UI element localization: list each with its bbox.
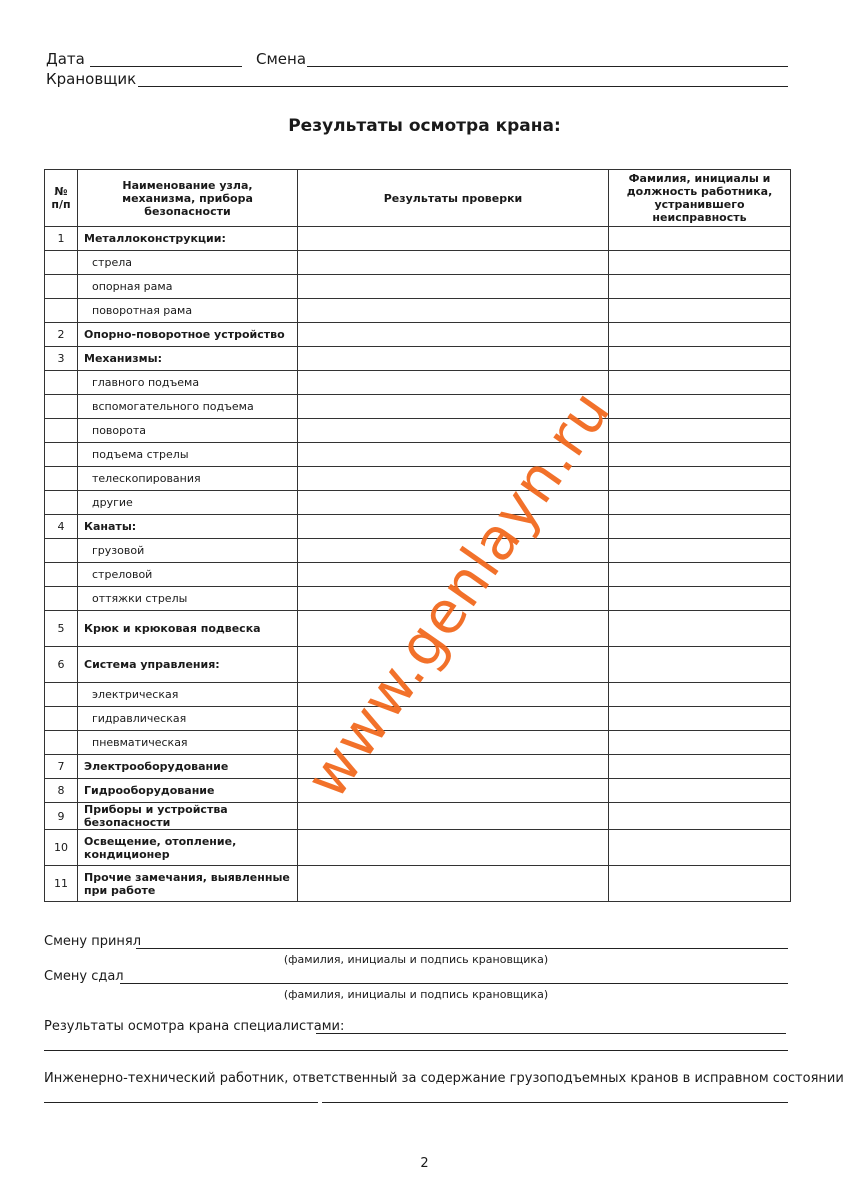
table-header-row (45, 170, 791, 227)
row-number (45, 563, 78, 587)
row-result-cell[interactable] (298, 347, 609, 371)
row-item-name: Гидрооборудование (78, 779, 298, 803)
table-row (45, 515, 791, 539)
col-result-header: Результаты проверки (298, 170, 609, 227)
row-number: 8 (45, 779, 78, 803)
row-worker-cell[interactable] (609, 467, 791, 491)
table-row (45, 731, 791, 755)
col-worker-header: Фамилия, инициалы и должность работника, устранившего неисправность (609, 170, 791, 227)
row-result-cell[interactable] (298, 755, 609, 779)
row-item-name: другие (78, 491, 298, 515)
table-row (45, 227, 791, 251)
row-worker-cell[interactable] (609, 323, 791, 347)
row-number: 6 (45, 647, 78, 683)
engineer-label: Инженерно-технический работник, ответственный за содержание грузоподъемных кранов в исправном состоянии (44, 1071, 844, 1086)
row-number (45, 371, 78, 395)
row-number (45, 251, 78, 275)
accepted-signature-field[interactable] (136, 948, 788, 949)
row-worker-cell[interactable] (609, 227, 791, 251)
page-title: Результаты осмотра крана: (288, 116, 561, 136)
row-number (45, 491, 78, 515)
table-row (45, 371, 791, 395)
specialists-label: Результаты осмотра крана специалистами: (44, 1019, 345, 1034)
table-row (45, 587, 791, 611)
table-row (45, 347, 791, 371)
row-worker-cell[interactable] (609, 707, 791, 731)
row-item-name: поворотная рама (78, 299, 298, 323)
table-row (45, 803, 791, 830)
specialists-field-line2[interactable] (44, 1050, 788, 1051)
row-number (45, 731, 78, 755)
row-item-name: оттяжки стрелы (78, 587, 298, 611)
row-worker-cell[interactable] (609, 491, 791, 515)
row-number: 3 (45, 347, 78, 371)
row-worker-cell[interactable] (609, 443, 791, 467)
row-result-cell[interactable] (298, 587, 609, 611)
date-label: Дата (46, 50, 85, 68)
row-result-cell[interactable] (298, 866, 609, 902)
row-number (45, 275, 78, 299)
row-result-cell[interactable] (298, 731, 609, 755)
row-worker-cell[interactable] (609, 347, 791, 371)
row-number (45, 467, 78, 491)
watermark: www.genlayn.ru (292, 377, 624, 811)
row-number: 1 (45, 227, 78, 251)
row-number (45, 299, 78, 323)
operator-field[interactable] (138, 86, 788, 87)
handed-hint: (фамилия, инициалы и подпись крановщика) (283, 988, 549, 1001)
page-number: 2 (420, 1156, 429, 1171)
row-item-name: стреловой (78, 563, 298, 587)
row-number (45, 395, 78, 419)
row-result-cell[interactable] (298, 803, 609, 830)
row-worker-cell[interactable] (609, 803, 791, 830)
table-row (45, 707, 791, 731)
row-result-cell[interactable] (298, 563, 609, 587)
table-row (45, 467, 791, 491)
row-worker-cell[interactable] (609, 251, 791, 275)
row-item-name: главного подъема (78, 371, 298, 395)
row-result-cell[interactable] (298, 323, 609, 347)
row-result-cell[interactable] (298, 683, 609, 707)
table-row (45, 419, 791, 443)
row-item-name: Система управления: (78, 647, 298, 683)
row-worker-cell[interactable] (609, 755, 791, 779)
row-result-cell[interactable] (298, 779, 609, 803)
row-result-cell[interactable] (298, 707, 609, 731)
row-result-cell[interactable] (298, 539, 609, 563)
table-row (45, 755, 791, 779)
accepted-hint: (фамилия, инициалы и подпись крановщика) (283, 953, 549, 966)
row-result-cell[interactable] (298, 371, 609, 395)
row-number: 2 (45, 323, 78, 347)
row-number: 5 (45, 611, 78, 647)
operator-label: Крановщик (46, 70, 137, 88)
table-row (45, 491, 791, 515)
row-worker-cell[interactable] (609, 830, 791, 866)
row-worker-cell[interactable] (609, 515, 791, 539)
col-name-header: Наименование узла, механизма, прибора безопасности (78, 170, 298, 227)
row-result-cell[interactable] (298, 299, 609, 323)
row-worker-cell[interactable] (609, 779, 791, 803)
row-item-name: вспомогательного подъема (78, 395, 298, 419)
row-item-name: Опорно-поворотное устройство (78, 323, 298, 347)
row-worker-cell[interactable] (609, 419, 791, 443)
table-row (45, 299, 791, 323)
table-row (45, 443, 791, 467)
row-item-name: Приборы и устройства безопасности (78, 803, 298, 830)
engineer-name-field[interactable] (44, 1102, 318, 1103)
row-item-name: пневматическая (78, 731, 298, 755)
row-result-cell[interactable] (298, 251, 609, 275)
row-worker-cell[interactable] (609, 539, 791, 563)
row-item-name: Механизмы: (78, 347, 298, 371)
row-item-name: Крюк и крюковая подвеска (78, 611, 298, 647)
table-row (45, 779, 791, 803)
table-row (45, 395, 791, 419)
row-item-name: электрическая (78, 683, 298, 707)
row-result-cell[interactable] (298, 227, 609, 251)
row-number: 7 (45, 755, 78, 779)
row-number (45, 443, 78, 467)
accepted-label: Смену принял (44, 934, 142, 949)
inspection-table (44, 169, 791, 902)
shift-field[interactable] (307, 66, 788, 67)
row-item-name: стрела (78, 251, 298, 275)
table-row (45, 683, 791, 707)
row-item-name: Прочие замечания, выявленные при работе (78, 866, 298, 902)
table-row (45, 563, 791, 587)
row-number (45, 683, 78, 707)
row-worker-cell[interactable] (609, 395, 791, 419)
row-item-name: поворота (78, 419, 298, 443)
row-result-cell[interactable] (298, 515, 609, 539)
row-item-name: подъема стрелы (78, 443, 298, 467)
row-item-name: телескопирования (78, 467, 298, 491)
specialists-field[interactable] (316, 1033, 786, 1034)
row-number (45, 539, 78, 563)
date-field[interactable] (90, 66, 242, 67)
row-number: 9 (45, 803, 78, 830)
row-result-cell[interactable] (298, 419, 609, 443)
row-item-name: опорная рама (78, 275, 298, 299)
table-row (45, 323, 791, 347)
row-result-cell[interactable] (298, 443, 609, 467)
row-worker-cell[interactable] (609, 866, 791, 902)
row-worker-cell[interactable] (609, 299, 791, 323)
engineer-signature-field[interactable] (322, 1102, 788, 1103)
row-number (45, 707, 78, 731)
table-row (45, 866, 791, 902)
row-result-cell[interactable] (298, 647, 609, 683)
row-worker-cell[interactable] (609, 371, 791, 395)
row-worker-cell[interactable] (609, 647, 791, 683)
table-row (45, 830, 791, 866)
row-result-cell[interactable] (298, 491, 609, 515)
row-number: 11 (45, 866, 78, 902)
row-worker-cell[interactable] (609, 731, 791, 755)
row-result-cell[interactable] (298, 395, 609, 419)
row-item-name: гидравлическая (78, 707, 298, 731)
row-number: 4 (45, 515, 78, 539)
table-row (45, 275, 791, 299)
row-worker-cell[interactable] (609, 275, 791, 299)
row-item-name: грузовой (78, 539, 298, 563)
table-row (45, 539, 791, 563)
table-row (45, 611, 791, 647)
row-result-cell[interactable] (298, 467, 609, 491)
row-worker-cell[interactable] (609, 611, 791, 647)
row-item-name: Канаты: (78, 515, 298, 539)
row-worker-cell[interactable] (609, 563, 791, 587)
row-number (45, 419, 78, 443)
shift-label: Смена (256, 50, 307, 68)
row-item-name: Металлоконструкции: (78, 227, 298, 251)
row-number: 10 (45, 830, 78, 866)
row-worker-cell[interactable] (609, 683, 791, 707)
col-number-header: № п/п (45, 170, 78, 227)
row-worker-cell[interactable] (609, 587, 791, 611)
handed-label: Смену сдал (44, 969, 124, 984)
row-number (45, 587, 78, 611)
row-result-cell[interactable] (298, 611, 609, 647)
table-row (45, 647, 791, 683)
row-result-cell[interactable] (298, 830, 609, 866)
row-result-cell[interactable] (298, 275, 609, 299)
handed-signature-field[interactable] (120, 983, 788, 984)
row-item-name: Электрооборудование (78, 755, 298, 779)
row-item-name: Освещение, отопление, кондиционер (78, 830, 298, 866)
table-row (45, 251, 791, 275)
